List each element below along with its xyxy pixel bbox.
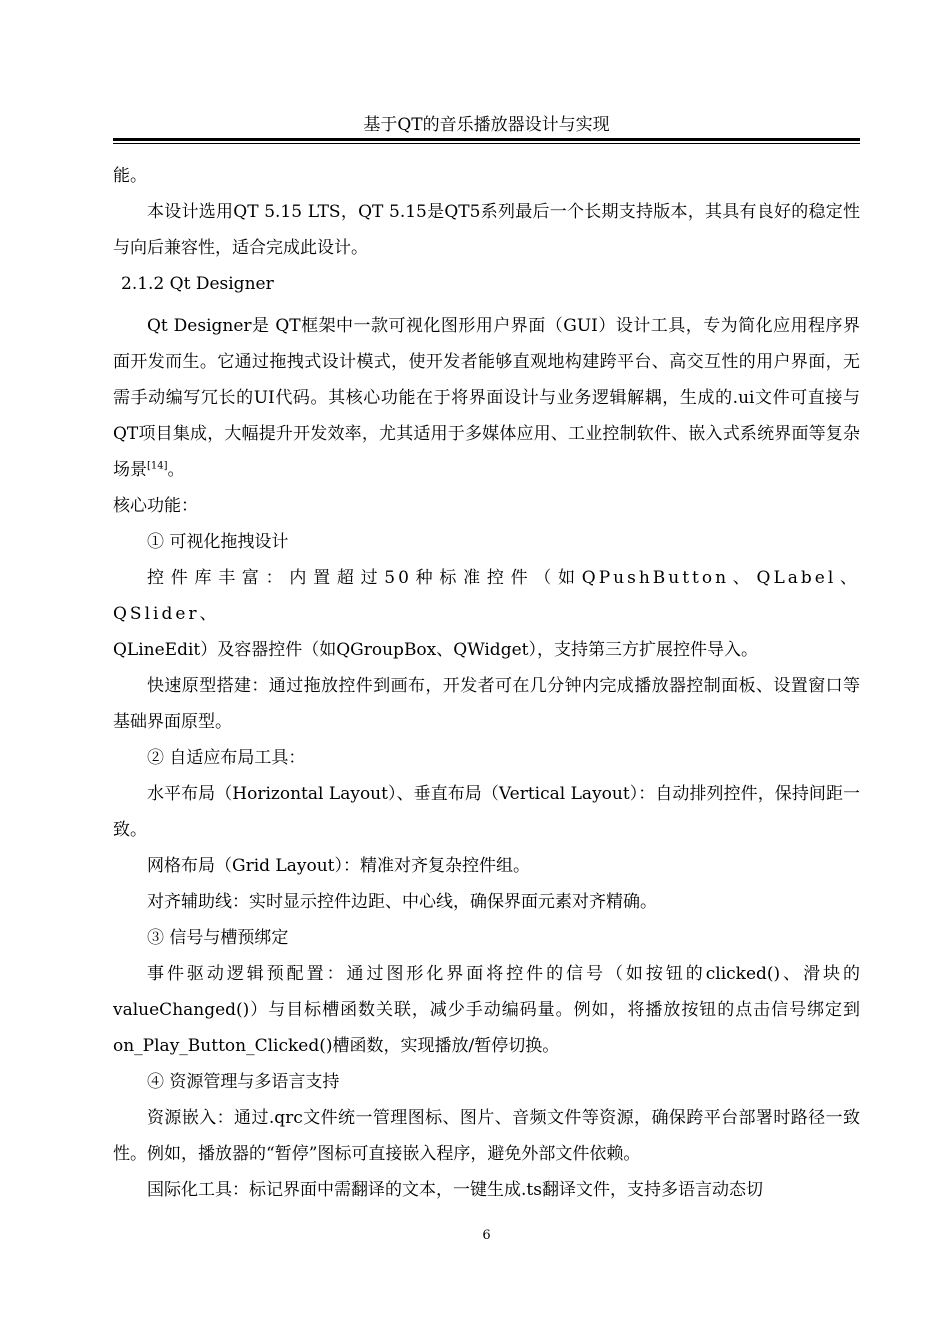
core-features-label: 核心功能： — [113, 496, 198, 516]
paragraph-resource-embedding: 资源嵌入：通过.qrc文件统一管理图标、图片、音频文件等资源，确保跨平台部署时路径一致性。例如，播放器的“暂停”图标可直接嵌入程序，避免外部文件依赖。 — [113, 1108, 860, 1164]
paragraph-grid-layout: 网格布局（Grid Layout）：精准对齐复杂控件组。 — [147, 856, 530, 876]
paragraph-widget-library-line1: 控件库丰富：内置超过50种标准控件（如QPushButton、QLabel、QSlider、 — [113, 568, 860, 624]
paragraph-end-mark: 。 — [167, 460, 185, 480]
document-body — [113, 158, 860, 1208]
paragraph-qt-version: 本设计选用QT 5.15 LTS，QT 5.15是QT5系列最后一个长期支持版本，其具有良好的稳定性与向后兼容性，适合完成此设计。 — [113, 202, 860, 258]
list-item-resources-i18n: ④ 资源管理与多语言支持 — [147, 1072, 340, 1092]
paragraph-event-binding: 事件驱动逻辑预配置：通过图形化界面将控件的信号（如按钮的clicked()、滑块的valueChanged()）与目标槽函数关联，减少手动编码量。例如，将播放按钮的点击信号绑定到on_Play_Button_Clicked()槽函数，实现播放/暂停切换。 — [113, 964, 860, 1056]
header-rule — [113, 138, 860, 141]
running-header: 基于QT的音乐播放器设计与实现 — [363, 115, 610, 135]
paragraph-guides: 对齐辅助线：实时显示控件边距、中心线，确保界面元素对齐精确。 — [147, 892, 657, 912]
list-item-signals-slots: ③ 信号与槽预绑定 — [147, 928, 289, 948]
paragraph-prototype: 快速原型搭建：通过拖放控件到画布，开发者可在几分钟内完成播放器控制面板、设置窗口等基础界面原型。 — [113, 676, 860, 732]
page-number: 6 — [482, 1228, 491, 1243]
paragraph-internationalization: 国际化工具：标记界面中需翻译的文本，一键生成.ts翻译文件，支持多语言动态切 — [147, 1180, 763, 1200]
paragraph-continuation: 能。 — [113, 166, 147, 186]
citation-marker: [14] — [147, 460, 168, 472]
list-item-layout-tools: ② 自适应布局工具： — [147, 748, 306, 768]
paragraph-qt-designer-text: Qt Designer是 QT框架中一款可视化图形用户界面（GUI）设计工具，专为简化应用程序界面开发而生。它通过拖拽式设计模式，使开发者能够直观地构建跨平台、高交互性的用户界面，无需手动编写冗长的UI代码。其核心功能在于将界面设计与业务逻辑解耦，生成的.ui文件可直接与QT项目集成，大幅提升开发效率，尤其适用于多媒体应用、工业控制软件、嵌入式系统界面等复杂场景 — [113, 316, 860, 480]
section-heading: 2.1.2 Qt Designer — [121, 274, 274, 294]
header-rule-thin — [113, 143, 860, 144]
list-item-drag-design: ① 可视化拖拽设计 — [147, 532, 289, 552]
paragraph-box-layout: 水平布局（Horizontal Layout）、垂直布局（Vertical Layout）：自动排列控件，保持间距一致。 — [113, 784, 860, 840]
paragraph-widget-library-line2: QLineEdit）及容器控件（如QGroupBox、QWidget），支持第三方扩展控件导入。 — [113, 640, 758, 660]
paragraph-qt-designer — [113, 308, 860, 488]
